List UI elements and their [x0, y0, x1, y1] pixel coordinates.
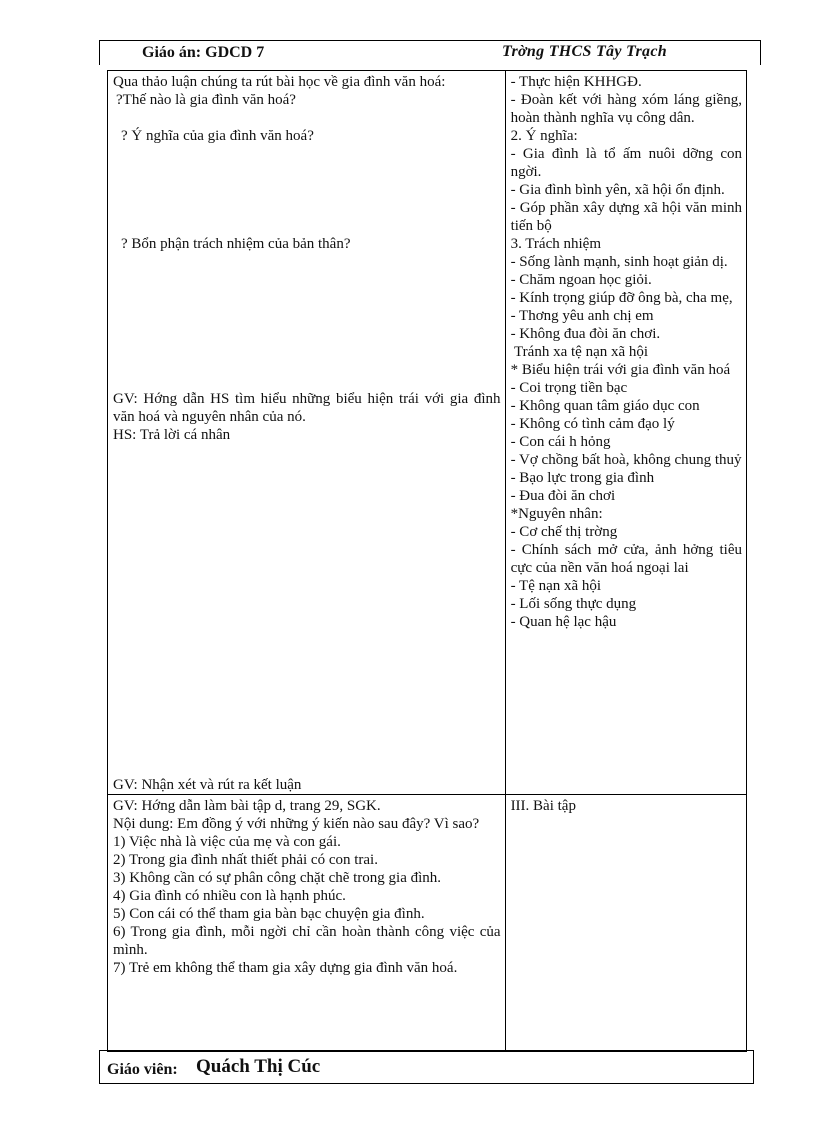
text-line: Nội dung: Em đồng ý với những ý kiến nào sau đây? Vì sao?	[113, 816, 480, 832]
content-line: - Góp phần xây dựng xã hội văn minh tiến bộ	[510, 200, 742, 234]
question-line: ? Ý nghĩa của gia đình văn hoá?	[121, 128, 314, 144]
question-line: ?Thế nào là gia đình văn hoá?	[116, 92, 296, 108]
content-heading: 2. Ý nghĩa:	[510, 128, 578, 144]
exercise-item: 7) Trẻ em không thể tham gia xây dựng gia đình văn hoá.	[113, 960, 458, 976]
text-line: GV: Nhận xét và rút ra kết luận	[113, 777, 302, 793]
content-line: - Thơng yêu anh chị em	[510, 308, 654, 324]
content-line: - Lối sống thực dụng	[510, 596, 637, 612]
content-line: Tránh xa tệ nạn xã hội	[510, 344, 649, 360]
content-line: - Gia đình bình yên, xã hội ổn định.	[510, 182, 725, 198]
section-heading: III. Bài tập	[510, 798, 576, 814]
school-name: Trờng THCS Tây Trạch	[502, 43, 667, 60]
content-line: - Chính sách mở cửa, ảnh hởng tiêu cực của nền văn hoá ngoại lai	[510, 542, 742, 576]
exercise-cell	[108, 795, 506, 1052]
question-line: ? Bổn phận trách nhiệm của bản thân?	[121, 236, 351, 252]
content-line: - Chăm ngoan học giỏi.	[510, 272, 652, 288]
exercise-item: 3) Không cần có sự phân công chặt chẽ trong gia đình.	[113, 870, 442, 886]
teacher-name: Quách Thị Cúc	[196, 1056, 321, 1077]
exercise-item: 1) Việc nhà là việc của mẹ và con gái.	[113, 834, 341, 850]
text-line: GV: Hớng dẫn làm bài tập d, trang 29, SGK.	[113, 798, 381, 814]
exercise-item: 2) Trong gia đình nhất thiết phải có con trai.	[113, 852, 378, 868]
content-line: - Không đua đòi ăn chơi.	[510, 326, 661, 342]
content-line: - Kính trọng giúp đỡ ông bà, cha mẹ,	[510, 290, 733, 306]
content-heading: *Nguyên nhân:	[510, 506, 603, 522]
teacher-activity-cell	[108, 71, 506, 795]
text-line: GV: Hớng dẫn HS tìm hiểu những biểu hiện trái với gia đình văn hoá và nguyên nhân của nó.	[113, 391, 501, 425]
content-line: - Đua đòi ăn chơi	[510, 488, 616, 504]
content-line: - Thực hiện KHHGĐ.	[510, 74, 642, 90]
exercise-item: 5) Con cái có thể tham gia bàn bạc chuyện gia đình.	[113, 906, 425, 922]
content-line: - Bạo lực trong gia đình	[510, 470, 655, 486]
exercise-item: 6) Trong gia đình, mỗi ngời chỉ cần hoàn thành công việc của mình.	[113, 924, 501, 958]
content-line: - Quan hệ lạc hậu	[510, 614, 617, 630]
text-line: HS: Trả lời cá nhân	[113, 427, 231, 443]
text-line: Qua thảo luận chúng ta rút bài học về gia đình văn hoá:	[113, 74, 446, 90]
content-line: - Không có tình cảm đạo lý	[510, 416, 675, 432]
lesson-table	[107, 70, 747, 1052]
content-line: - Vợ chồng bất hoà, không chung thuỷ	[510, 452, 742, 468]
content-heading: * Biểu hiện trái với gia đình văn hoá	[510, 362, 731, 378]
table-row	[108, 795, 747, 1052]
teacher-label: Giáo viên:	[107, 1061, 178, 1078]
content-line: - Đoàn kết với hàng xóm láng giềng, hoàn thành nghĩa vụ công dân.	[510, 92, 742, 126]
table-row	[108, 71, 747, 795]
content-line: - Coi trọng tiền bạc	[510, 380, 628, 396]
exercise-item: 4) Gia đình có nhiều con là hạnh phúc.	[113, 888, 346, 904]
content-line: - Tệ nạn xã hội	[510, 578, 602, 594]
page-header	[99, 40, 761, 65]
content-cell	[505, 71, 746, 795]
page-footer	[99, 1050, 754, 1084]
lesson-title: Giáo án: GDCD 7	[142, 44, 265, 61]
content-line: - Gia đình là tổ ấm nuôi dỡng con ngời.	[510, 146, 742, 180]
content-line: - Sống lành mạnh, sinh hoạt giản dị.	[510, 254, 728, 270]
content-line: - Con cái h hỏng	[510, 434, 611, 450]
content-line: - Không quan tâm giáo dục con	[510, 398, 700, 414]
section-heading-cell	[505, 795, 746, 1052]
content-heading: 3. Trách nhiệm	[510, 236, 601, 252]
content-line: - Cơ chế thị trờng	[510, 524, 618, 540]
